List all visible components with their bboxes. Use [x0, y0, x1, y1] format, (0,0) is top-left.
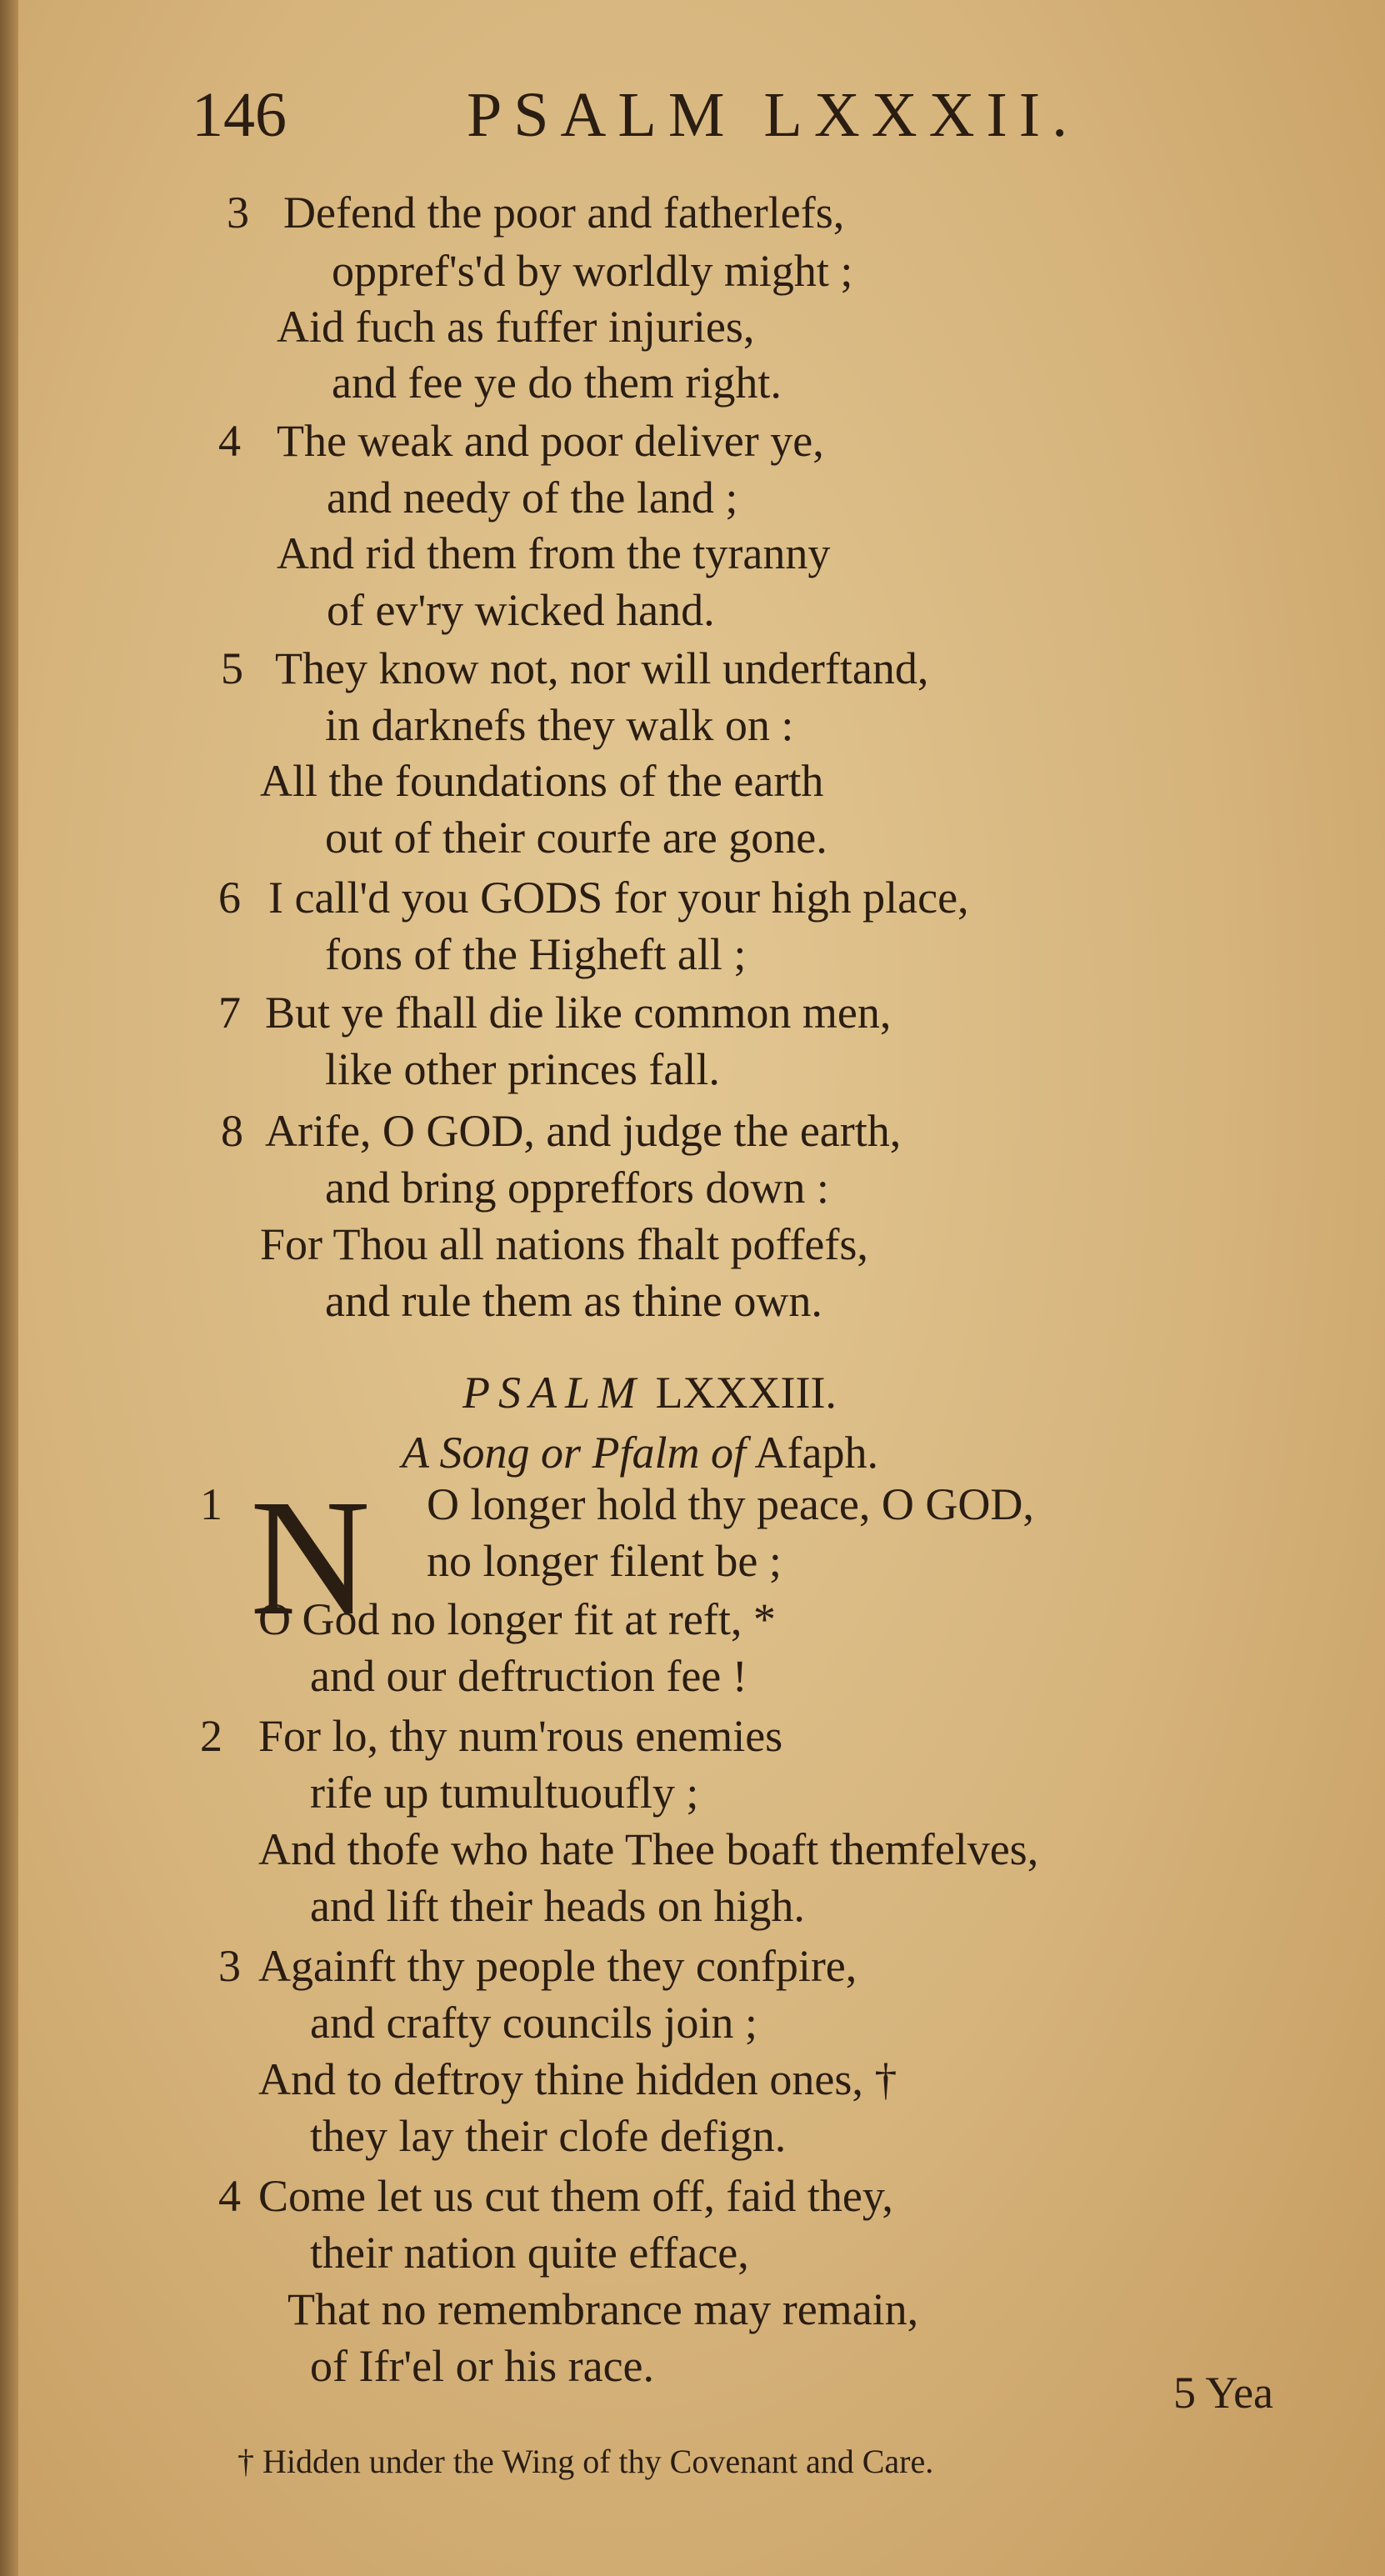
verse-line: I call'd you GODS for your high place, [268, 873, 969, 923]
verse-line: O longer hold thy peace, O GOD, [427, 1479, 1034, 1529]
psalm-83-subtitle [402, 1427, 878, 1478]
verse-line: oppref's'd by worldly might ; [332, 246, 853, 296]
verse-number: 5 [221, 643, 243, 693]
psalm-83-heading-italic: PSALM [462, 1368, 644, 1418]
drop-cap: N [250, 1466, 371, 1650]
verse-line: and bring oppreffors down : [325, 1163, 829, 1213]
verse-line: Againft thy people they confpire, [258, 1941, 858, 1991]
verse-line: of ev'ry wicked hand. [327, 585, 715, 635]
verse-line: and needy of the land ; [327, 473, 738, 523]
subtitle-name: Afaph. [754, 1428, 878, 1478]
verse-line: and lift their heads on high. [310, 1881, 805, 1931]
verse-line: and fee ye do them right. [332, 358, 782, 408]
verse-line: in darknefs they walk on : [325, 700, 794, 750]
verse-line: But ye fhall die like common men, [265, 988, 892, 1038]
verse-line: O God no longer fit at reft, * [258, 1594, 776, 1644]
verse-line: they lay their clofe defign. [310, 2111, 787, 2161]
verse-number: 3 [227, 188, 249, 238]
psalm-83-heading-numeral: LXXXIII. [655, 1368, 837, 1418]
verse-line: All the foundations of the earth [260, 756, 824, 806]
verse-line: Defend the poor and fatherlefs, [283, 188, 845, 238]
verse-number: 1 [200, 1479, 222, 1529]
verse-number: 6 [218, 873, 241, 923]
running-head [183, 79, 1183, 154]
verse-line: And to deftroy thine hidden ones, † [258, 2054, 898, 2104]
verse-line: and crafty councils join ; [310, 1998, 758, 2048]
verse-line: Come let us cut them off, faid they, [258, 2171, 893, 2221]
psalm-83-heading [462, 1367, 837, 1418]
verse-line: like other princes fall. [325, 1044, 720, 1094]
verse-number: 4 [218, 2171, 241, 2221]
verse-line: fons of the Higheft all ; [325, 929, 747, 979]
verse-line: rife up tumultuoufly ; [310, 1768, 699, 1818]
verse-line: and rule them as thine own. [325, 1276, 822, 1326]
verse-number: 4 [218, 416, 241, 466]
verse-line: That no remembrance may remain, [288, 2284, 919, 2334]
running-title: PSALM LXXXII. [467, 80, 1080, 150]
verse-line: Arife, O GOD, and judge the earth, [265, 1106, 902, 1156]
verse-line: out of their courfe are gone. [325, 813, 828, 863]
verse-number: 3 [218, 1941, 241, 1991]
verse-line: of Ifr'el or his race. [310, 2341, 655, 2391]
verse-number: 8 [221, 1106, 243, 1156]
verse-line: They know not, nor will underftand, [275, 643, 929, 693]
verse-line: For Thou all nations fhalt poffefs, [260, 1219, 868, 1269]
footnote: † Hidden under the Wing of thy Covenant and Care. [238, 2443, 934, 2480]
verse-number: 7 [218, 988, 241, 1038]
page-number: 146 [192, 80, 287, 150]
verse-line: The weak and poor deliver ye, [277, 416, 824, 466]
verse-line: Aid fuch as fuffer injuries, [277, 302, 755, 352]
subtitle-italic: A Song or Pfalm of [402, 1428, 747, 1478]
verse-line: and our deftruction fee ! [310, 1651, 748, 1701]
verse-line: And rid them from the tyranny [277, 528, 831, 578]
verse-line: And thofe who hate Thee boaft themfelves, [258, 1824, 1039, 1874]
verse-line: For lo, thy num'rous enemies [258, 1711, 783, 1761]
catchword: 5 Yea [1173, 2368, 1274, 2418]
page-gutter [0, 0, 18, 2576]
verse-line: their nation quite efface, [310, 2228, 749, 2278]
verse-line: no longer filent be ; [427, 1536, 782, 1586]
verse-number: 2 [200, 1711, 222, 1761]
